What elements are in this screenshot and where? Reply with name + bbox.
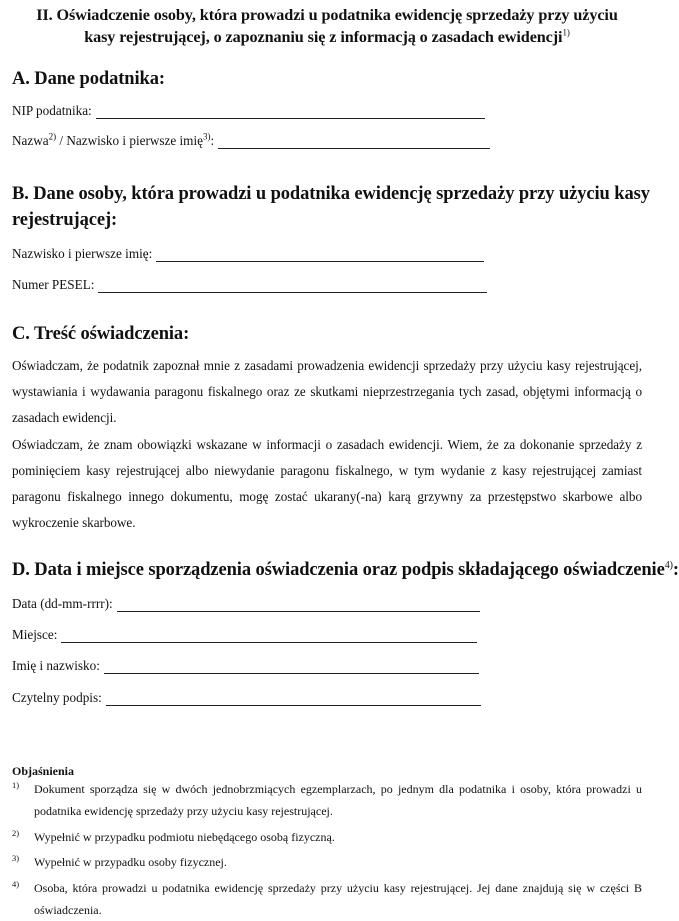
date-label: Data (dd-mm-rrrr): [12,596,113,611]
note-number: 4) [12,879,20,889]
note-number: 3) [12,853,20,863]
person-name-field[interactable] [12,246,484,262]
note-item [12,877,642,921]
pesel-field[interactable] [12,277,487,293]
signature-label: Czytelny podpis: [12,690,102,705]
section-a-heading: A. Dane podatnika: [12,69,165,89]
note-number: 1) [12,780,20,790]
statement-paragraph-1: Oświadczam, że podatnik zapoznał mnie z zasadami prowadzenia ewidencji sprzedaży przy użyciu kasy rejestrującej, wystawiania i wydawania paragonu fiskalnego oraz ze skutkami nieprzestrzegania tych zasad, objętymi informacją o zasadach ewidencji. [12,358,642,425]
signature-field[interactable] [12,690,481,706]
date-input-line[interactable] [117,599,480,612]
document-title [0,4,654,48]
full-name-label: Imię i nazwisko: [12,658,100,673]
signature-input-line[interactable] [106,693,481,706]
statement-paragraph-2: Oświadczam, że znam obowiązki wskazane w informacji o zasadach ewidencji. Wiem, że za dokonanie sprzedaży z pominięciem kasy rejestrującej albo niewydanie paragonu fiskalnego, w tym wydanie z kasy rejestrującej zamiast paragonu fiskalnego innego dokumentu, mogę zostać ukarany(-na) karą grzywny za przestępstwo skarbowe albo wykroczenie skarbowe. [12,437,642,530]
note-text: Wypełnić w przypadku osoby fizycznej. [34,855,227,869]
section-c-heading: C. Treść oświadczenia: [12,324,190,344]
section-b-heading: B. Dane osoby, która prowadzi u podatnika ewidencję sprzedaży przy użyciu kasy rejestrującej: [12,184,650,230]
nip-input-line[interactable] [96,106,485,119]
note-text: Osoba, która prowadzi u podatnika ewidencję sprzedaży przy użyciu kasy rejestrującej. Jej dane znajdują się w części B oświadczenia. [34,881,642,917]
full-name-field[interactable] [12,658,479,674]
title-line-2: kasy rejestrującej, o zapoznaniu się z informacją o zasadach ewidencji$^{1)}$ [84,27,570,46]
name-label: Nazwa$^{2)}$ / Nazwisko i pierwsze imię$^{3)}$: [12,131,215,148]
note-number: 2) [12,828,20,838]
footnote-ref-1: 1) [562,27,570,38]
notes-title: Objaśnienia [12,764,75,778]
person-name-input-line[interactable] [156,249,484,262]
title-line-1: II. Oświadczenie osoby, która prowadzi u podatnika ewidencję sprzedaży przy użyciu [36,6,618,24]
name-field[interactable] [12,133,490,149]
date-field[interactable] [12,596,480,612]
footnote-ref-4: 4) [664,559,673,571]
note-item [12,826,642,848]
nip-label: NIP podatnika: [12,103,92,118]
person-name-label: Nazwisko i pierwsze imię: [12,246,153,261]
place-input-line[interactable] [61,630,477,643]
section-d-heading: D. Data i miejsce sporządzenia oświadczenia oraz podpis składającego oświadczenie$^{4)}$: [12,559,679,580]
note-text: Wypełnić w przypadku podmiotu niebędącego osobą fizyczną. [34,830,335,844]
note-item [12,778,642,822]
place-field[interactable] [12,627,477,643]
note-item [12,851,642,873]
pesel-label: Numer PESEL: [12,277,95,292]
nip-field[interactable] [12,103,485,119]
name-input-line[interactable] [218,136,490,149]
note-text: Dokument sporządza się w dwóch jednobrzmiących egzemplarzach, po jednym dla podatnika i osoby, która prowadzi u podatnika ewidencję sprzedaży przy użyciu kasy rejestrującej. [34,782,642,818]
place-label: Miejsce: [12,627,58,642]
pesel-input-line[interactable] [98,280,487,293]
full-name-input-line[interactable] [104,661,479,674]
